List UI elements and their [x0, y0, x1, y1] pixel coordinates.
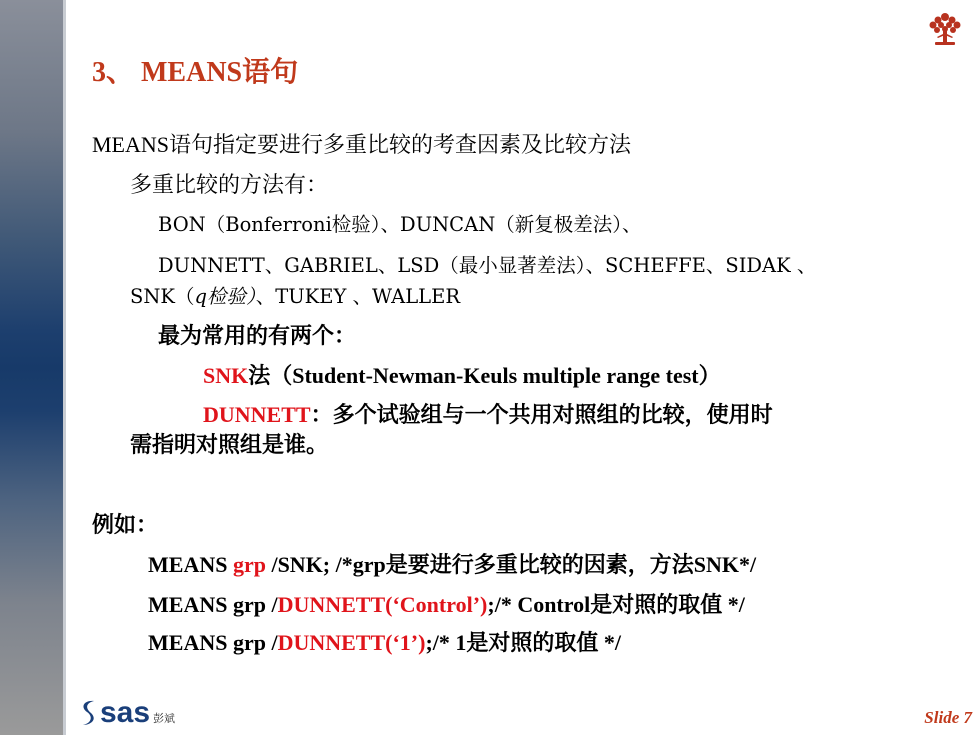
sas-logo — [78, 696, 175, 728]
snk-line — [203, 361, 721, 391]
ex1-a: MEANS — [148, 552, 233, 577]
example-line-2 — [148, 590, 745, 620]
methods-tail: 、TUKEY 、WALLER — [255, 285, 461, 308]
methods-line-3 — [130, 282, 460, 312]
sas-logo-text: sas — [100, 696, 151, 729]
methods-line-1: BON（Bonferroni检验）、DUNCAN（新复极差法）、 — [158, 213, 642, 236]
snk-prefix: SNK（ — [130, 285, 195, 308]
snk-desc: 法（Student-Newman-Keuls multiple range test） — [248, 363, 721, 388]
dunnett-key: DUNNETT — [203, 402, 311, 427]
tree-icon — [923, 9, 967, 49]
dunnett-line — [203, 400, 773, 430]
ex1-c: /SNK; /*grp是要进行多重比较的因素，方法SNK*/ — [265, 552, 757, 577]
sas-swoosh-icon — [78, 698, 100, 728]
ex2-c: ;/* Control是对照的取值 */ — [487, 592, 745, 617]
intro-text: MEANS语句指定要进行多重比较的考查因素及比较方法 — [92, 132, 632, 157]
sidebar-edge — [63, 0, 66, 735]
q-test: q检验） — [194, 285, 256, 308]
example-line-1 — [148, 550, 756, 580]
example-heading: 例如： — [92, 512, 159, 537]
snk-key: SNK — [203, 363, 249, 388]
dunnett-desc: ：多个试验组与一个共用对照组的比较，使用时 — [310, 402, 773, 427]
methods-line-2: DUNNETT、GABRIEL、LSD（最小显著差法）、SCHEFFE、SIDAK 、 — [158, 254, 817, 277]
sas-logo-sub: 彭斌 — [153, 713, 176, 725]
ex3-a: MEANS grp / — [148, 630, 278, 655]
dunnett-line-2: 需指明对照组是谁。 — [130, 432, 329, 457]
common-heading: 最为常用的有两个： — [158, 323, 357, 348]
ex2-dunnett: DUNNETT(‘Control’) — [277, 592, 488, 617]
ex3-dunnett: DUNNETT(‘1’) — [277, 630, 426, 655]
ex2-a: MEANS grp / — [148, 592, 278, 617]
ex1-grp: grp — [232, 552, 266, 577]
sidebar-gradient — [0, 0, 66, 735]
slide-number: Slide 7 — [924, 708, 972, 727]
slide-title: 3、 MEANS语句 — [92, 57, 299, 88]
methods-heading: 多重比较的方法有： — [130, 172, 329, 197]
example-line-3 — [148, 628, 621, 658]
ex3-c: ;/* 1是对照的取值 */ — [425, 630, 622, 655]
